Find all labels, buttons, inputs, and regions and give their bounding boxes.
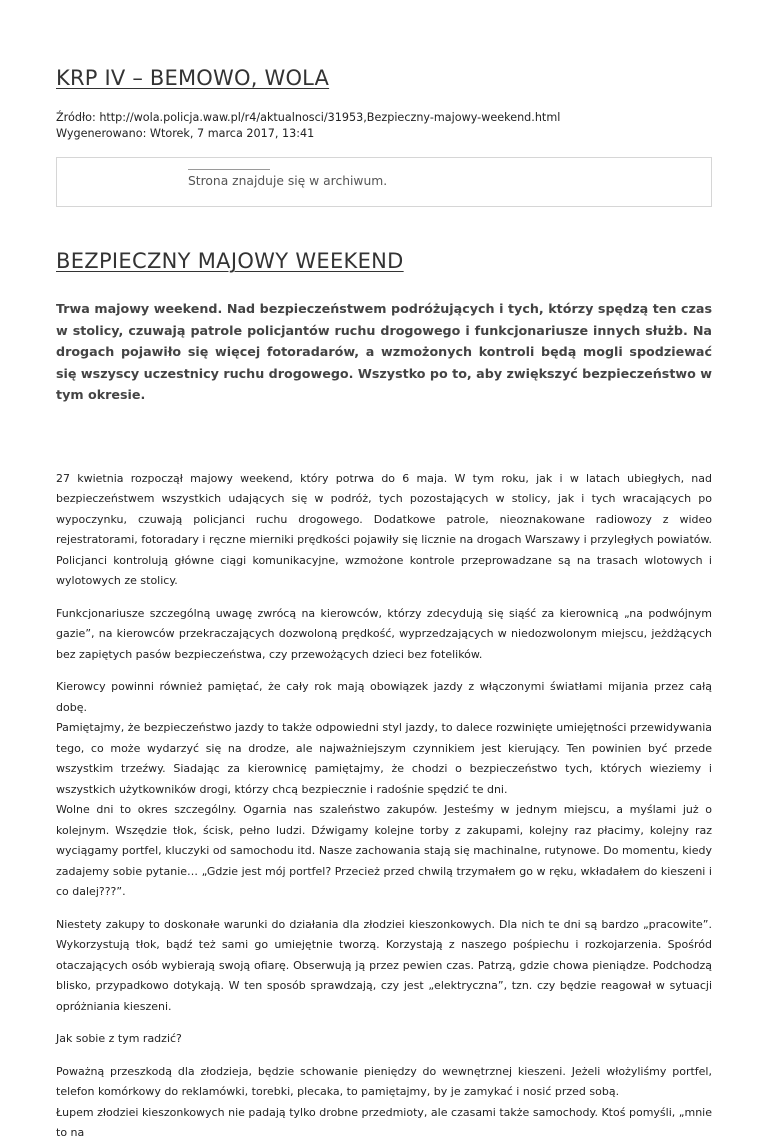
generated-line: Wygenerowano: Wtorek, 7 marca 2017, 13:41 [56,127,315,140]
archive-notice: Strona znajduje się w archiwum. [188,174,388,188]
paragraph-line: Poważną przeszkodą dla złodzieja, będzie schowanie pieniędzy do wewnętrznej kieszeni. Jeżeli włożyliśmy portfel, telefon komórkowy do reklamówki, torebki, plecaka, to pamiętajmy, by je zamykać i nosić przed sobą. [56,1064,712,1098]
paragraph-line: Pamiętajmy, że bezpieczeństwo jazdy to także odpowiedni styl jazdy, to dalece rozwinięte umiejętności przewidywania tego, co może wydarzyć się na drodze, ale najważniejszym czynnikiem jest kierujący. Ten powinien być przede wszystkim trzeźwy. Siadając za kierownicę pamiętajmy, że chodzi o bezpieczeństwo tych, których wieziemy i wszystkich użytkowników drogi, którzy chcą bezpiecznie i radośnie spędzić te dni. [56,721,712,796]
archive-divider [188,169,270,170]
article-paragraph-4: Niestety zakupy to doskonałe warunki do działania dla złodziei kieszonkowych. Dla nich te dni są bardzo „pracowite”. Wykorzystują tłok, bądź też sami go umiejętnie tworzą. Korzystają z naszego pośpiechu i rozkojarzenia. Spośród otaczających osób wybierają swoją ofiarę. Obserwują ją przez pewien czas. Patrzą, gdzie chowa pieniądze. Podchodzą blisko, przypadkowo dotykają. W ten sposób sprawdzają, czy jest „elektryczna”, tzn. czy będzie reagował w sytuacji opróżniania kieszeni. [56,917,712,1013]
source-line: Źródło: http://wola.policja.waw.pl/r4/aktualnosci/31953,Bezpieczny-majowy-weekend.html [56,111,561,124]
article-paragraph-6 [56,1062,712,1144]
article-body [56,469,712,1144]
meta-info [56,110,712,142]
article-paragraph-3 [56,677,712,903]
article-paragraph-2: Funkcjonariusze szczególną uwagę zwrócą na kierowców, którzy zdecydują się siąść za kierownicą „na podwójnym gazie”, na kierowców przekraczających dozwoloną prędkość, wyprzedzających w niedozwolonym miejscu, jeżdżących bez zapiętych pasów bezpieczeństwa, czy przewożących dzieci bez fotelików. [56,606,712,661]
paragraph-line: Łupem złodziei kieszonkowych nie padają tylko drobne przedmioty, ale czasami także samochody. Ktoś pomyśli, „mnie to na [56,1105,712,1139]
paragraph-line: Kierowcy powinni również pamiętać, że cały rok mają obowiązek jazdy z włączonymi światłami mijania przez całą dobę. [56,680,712,714]
article-title[interactable]: BEZPIECZNY MAJOWY WEEKEND [56,249,404,273]
article-paragraph-5: Jak sobie z tym radzić? [56,1032,182,1045]
article-lead: Trwa majowy weekend. Nad bezpieczeństwem podróżujących i tych, którzy spędzą ten czas w stolicy, czuwają patrole policjantów ruchu drogowego i funkcjonariusze innych służb. Na drogach pojawiło się więcej fotoradarów, a wzmożonych kontroli będą mogli spodziewać się wszyscy uczestnicy ruchu drogowego. Wszystko po to, aby zwiększyć bezpieczeństwo w tym okresie. [56,301,712,402]
site-title[interactable]: KRP IV – BEMOWO, WOLA [56,66,330,90]
archive-notice-box [56,157,712,207]
article-paragraph-1: 27 kwietnia rozpoczął majowy weekend, który potrwa do 6 maja. W tym roku, jak i w latach ubiegłych, nad bezpieczeństwem wszystkich udających się w podróż, tych pozostających w stolicy, jak i tych wracających po wypoczynku, czuwają policjanci ruchu drogowego. Dodatkowe patrole, nieoznakowane radiowozy z wideo rejestratorami, fotoradary i ręczne mierniki prędkości pojawiły się licznie na drogach Warszawy i przyległych powiatów. Policjanci kontrolują główne ciągi komunikacyjne, wzmożone kontrole przeprowadzane są na trasach wlotowych i wylotowych ze stolicy. [56,471,712,587]
paragraph-line: Wolne dni to okres szczególny. Ogarnia nas szaleństwo zakupów. Jesteśmy w jednym miejscu, a myślami już o kolejnym. Wszędzie tłok, ścisk, pełno ludzi. Dźwigamy kolejne torby z zakupami, kolejny raz płacimy, kolejny raz wyciągamy portfel, kluczyki od samochodu itd. Nasze zachowania stają się machinalne, rutynowe. Do momentu, kiedy zadajemy sobie pytanie… „Gdzie jest mój portfel? Przecież przed chwilą trzymałem go w ręku, wkładałem do kieszeni i co dalej???”. [56,803,712,898]
